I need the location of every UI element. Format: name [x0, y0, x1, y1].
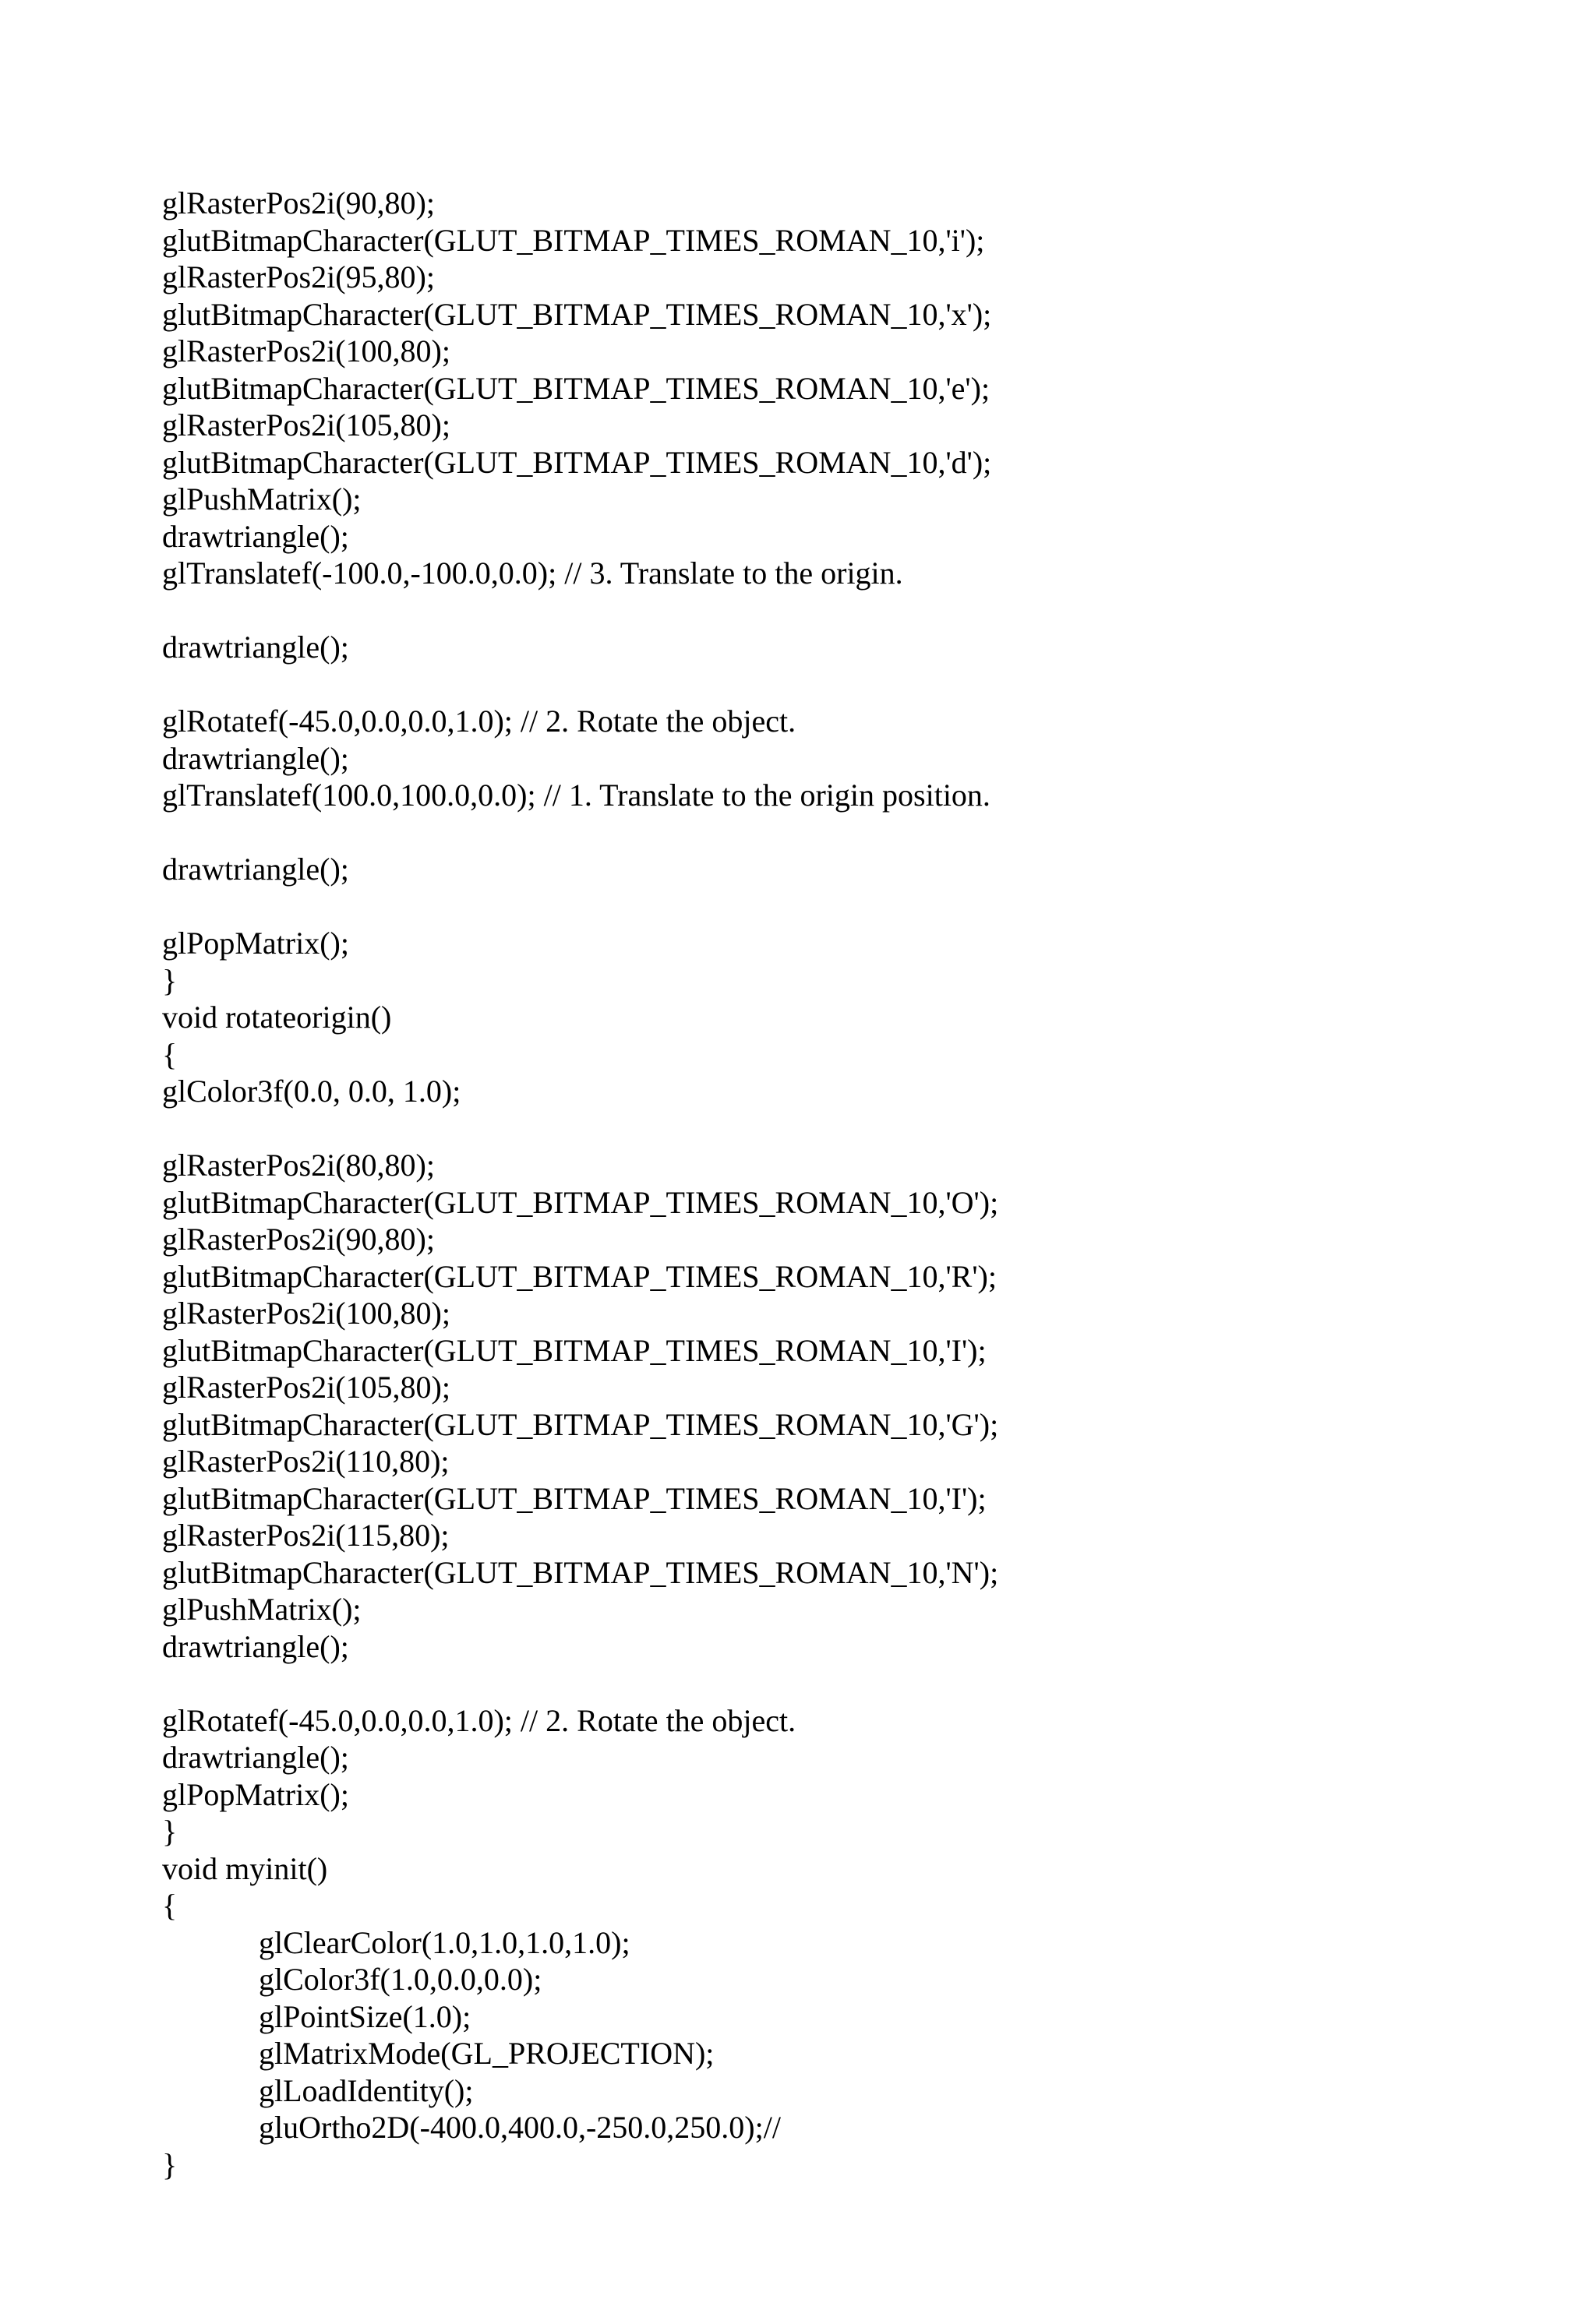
code-line: glMatrixMode(GL_PROJECTION); [259, 2036, 715, 2071]
code-line: glPopMatrix(); [162, 926, 349, 961]
code-line: void myinit() [162, 1850, 328, 1886]
code-line: glutBitmapCharacter(GLUT_BITMAP_TIMES_ROMAN_10,'R'); [162, 1258, 997, 1294]
code-line: glutBitmapCharacter(GLUT_BITMAP_TIMES_ROMAN_10,'I'); [162, 1332, 987, 1368]
blank-line [162, 814, 1487, 852]
code-line: glRotatef(-45.0,0.0,0.0,1.0); // 2. Rotate the object. [162, 1702, 796, 1738]
code-line: drawtriangle(); [162, 1740, 349, 1775]
code-line: glRasterPos2i(115,80); [162, 1518, 450, 1553]
code-line: glRasterPos2i(110,80); [162, 1444, 450, 1479]
code-line: glutBitmapCharacter(GLUT_BITMAP_TIMES_ROMAN_10,'x'); [162, 296, 992, 332]
code-line: glutBitmapCharacter(GLUT_BITMAP_TIMES_ROMAN_10,'I'); [162, 1480, 987, 1516]
code-line: gluOrtho2D(-400.0,400.0,-250.0,250.0);// [259, 2110, 781, 2145]
code-line: glRasterPos2i(95,80); [162, 259, 435, 294]
code-line: glClearColor(1.0,1.0,1.0,1.0); [259, 1924, 630, 1960]
code-line: glColor3f(1.0,0.0,0.0); [259, 1962, 542, 1997]
blank-line [162, 1665, 1487, 1702]
code-line: glPushMatrix(); [162, 481, 362, 517]
code-line: glPopMatrix(); [162, 1776, 349, 1812]
code-line: drawtriangle(); [162, 629, 349, 665]
code-line: drawtriangle(); [162, 518, 349, 554]
code-line: glutBitmapCharacter(GLUT_BITMAP_TIMES_ROMAN_10,'G'); [162, 1406, 999, 1442]
code-line: glPointSize(1.0); [259, 1998, 471, 2034]
blank-line [162, 592, 1487, 629]
code-line: glColor3f(0.0, 0.0, 1.0); [162, 1074, 461, 1109]
code-line: glutBitmapCharacter(GLUT_BITMAP_TIMES_ROMAN_10,'O'); [162, 1184, 999, 1220]
code-line: drawtriangle(); [162, 740, 349, 776]
code-line: { [162, 1888, 178, 1923]
code-line: glRotatef(-45.0,0.0,0.0,1.0); // 2. Rotate the object. [162, 704, 796, 739]
code-line: glutBitmapCharacter(GLUT_BITMAP_TIMES_ROMAN_10,'N'); [162, 1554, 999, 1590]
code-line: glTranslatef(100.0,100.0,0.0); // 1. Translate to the origin position. [162, 778, 990, 813]
blank-line [162, 666, 1487, 704]
code-line: glLoadIdentity(); [259, 2072, 474, 2108]
blank-line [162, 1110, 1487, 1148]
code-line: glPushMatrix(); [162, 1592, 362, 1627]
code-line: drawtriangle(); [162, 1628, 349, 1664]
code-line: glRasterPos2i(100,80); [162, 1296, 450, 1331]
code-line: glRasterPos2i(105,80); [162, 1370, 450, 1405]
code-line: glRasterPos2i(80,80); [162, 1148, 435, 1183]
code-line: glRasterPos2i(105,80); [162, 407, 450, 443]
code-listing [162, 185, 1487, 2183]
code-line: } [162, 962, 178, 998]
code-line: glRasterPos2i(90,80); [162, 185, 435, 220]
code-line: glutBitmapCharacter(GLUT_BITMAP_TIMES_ROMAN_10,'i'); [162, 222, 985, 258]
code-line: glutBitmapCharacter(GLUT_BITMAP_TIMES_ROMAN_10,'e'); [162, 370, 990, 406]
code-line: glTranslatef(-100.0,-100.0,0.0); // 3. Translate to the origin. [162, 555, 903, 591]
code-line: glRasterPos2i(90,80); [162, 1222, 435, 1257]
code-line: { [162, 1036, 178, 1072]
code-line: } [162, 1814, 178, 1849]
code-line: drawtriangle(); [162, 852, 349, 887]
code-line: glutBitmapCharacter(GLUT_BITMAP_TIMES_ROMAN_10,'d'); [162, 444, 992, 480]
code-line: glRasterPos2i(100,80); [162, 333, 450, 369]
blank-line [162, 888, 1487, 926]
code-line: } [162, 2146, 178, 2182]
code-line: void rotateorigin() [162, 1000, 392, 1035]
